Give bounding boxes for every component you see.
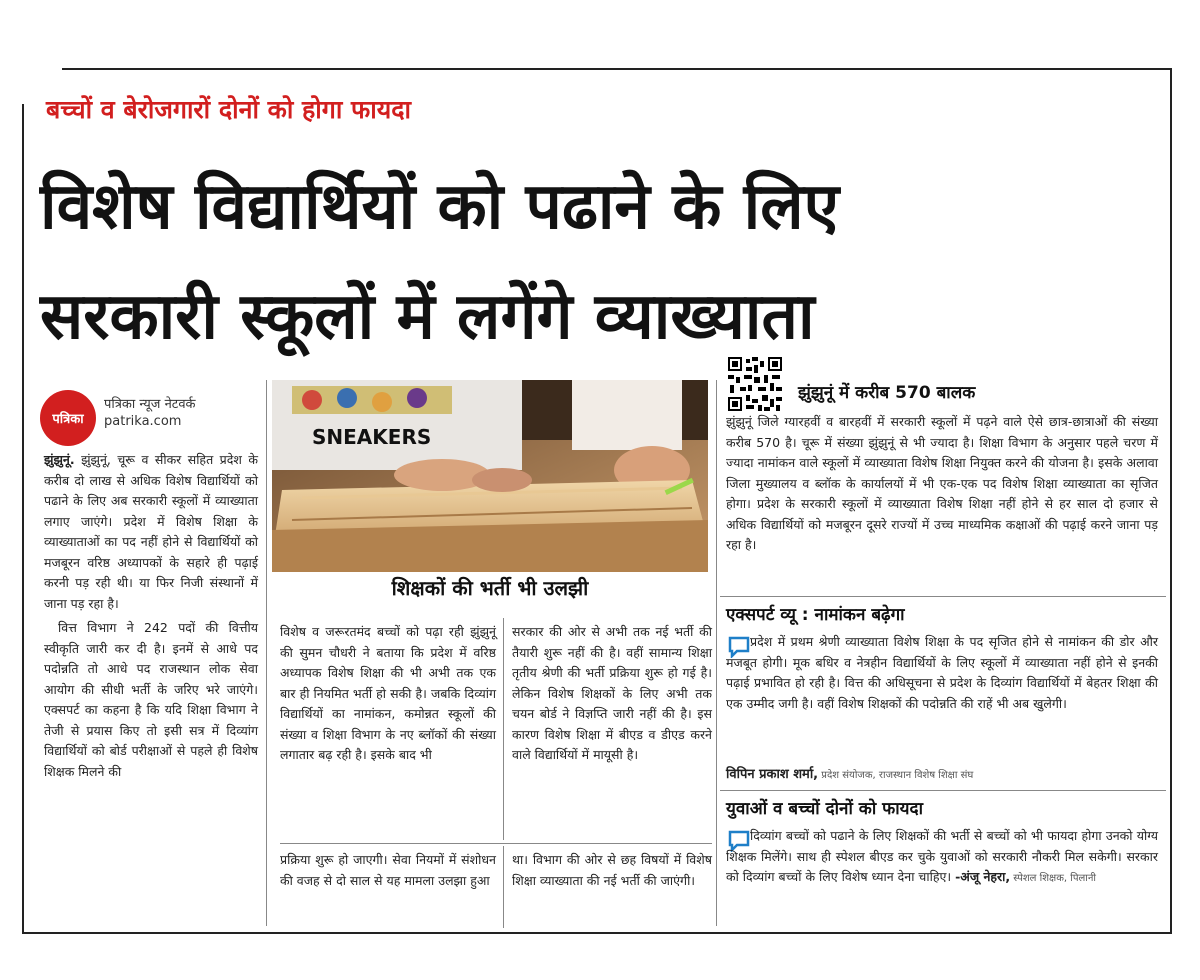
section-divider: [720, 790, 1166, 791]
section-divider: [720, 596, 1166, 597]
youth-benefit-attribution-name: -अंजू नेहरा,: [955, 869, 1011, 884]
photo-illustration: [272, 380, 708, 572]
qr-code-icon: [726, 355, 784, 413]
youth-benefit-body: दिव्यांग बच्चों को पढाने के लिए शिक्षकों की भर्ती से बच्चों को भी फायदा होगा उनको योग्य शिक्षक मिलेंगे। साथ ही स्पेशल बीएड कर चुके युवाओं को सरकारी नौकरी मिल सकेगी। सरकार को दिव्यांग बच्चों के लिए विशेष ध्यान देना चाहिए।: [726, 828, 1158, 884]
expert-signature: [726, 764, 973, 782]
section-heading-youth-benefit: युवाओं व बच्चों दोनों को फायदा: [726, 799, 923, 819]
section-text-jhunjhunu: झुंझुनूं जिले ग्यारहवीं व बारहवीं में सरकारी स्कूलों में पढ़ने वाले ऐसे छात्र-छात्राओं की संख्या करीब 570 है। चूरू में संख्या झुंझुनूं से भी ज्यादा है। शिक्षा विभाग के अनुसार पहले चरण में ज्यादा नामांकन वाले स्कूलों में व्याख्याता विशेष शिक्षा नियुक्त करने की योजना है। इसके अलावा जिला मुख्यालय व ब्लॉक के कार्यालयों में भी एक-एक पद विशेष शिक्षा व्याख्याता का सृजित होगा। प्रदेश के सरकारी स्कूलों में व्याख्याता विशेष शिक्षा नहीं होने से हर साल दो हजार से अधिक विद्यार्थियों को मजबूरन दूसरे राज्यों में उच्च माध्यमिक कक्षाओं की पढ़ाई करने जाना पड़ रहा है।: [726, 414, 1158, 552]
frame-left-rule: [22, 104, 24, 934]
column-middle-left-bottom: प्रक्रिया शुरू हो जाएगी। सेवा नियमों में संशोधन की वजह से दो साल से यह मामला उलझा हुआ: [280, 852, 496, 888]
column-left: [44, 450, 258, 786]
frame-top-rule: [62, 68, 1172, 70]
youth-benefit-attribution-role: स्पेशल शिक्षक, पिलानी: [1010, 873, 1097, 884]
frame-right-rule: [1170, 68, 1172, 934]
section-heading-jhunjhunu: झुंझुनूं में करीब 570 बालक: [798, 383, 976, 403]
headline-line-1: विशेष विद्यार्थियों को पढाने के लिए: [40, 170, 840, 244]
column-middle-left: विशेष व जरूरतमंद बच्चों को पढ़ा रही झुंझुनूं की सुमन चौधरी ने बताया कि प्रदेश में वरिष्ठ अध्यापक विशेष शिक्षा की भी अभी तक एक बार ही नियमित भर्ती हो सकी है। जबकि दिव्यांग विद्यार्थियों का नामांकन, कमोन्नत स्कूलों की संख्या व शिक्षा विभाग के नए ब्लॉकों की संख्या लगातार बढ़ रही है। इसके बाद भी: [280, 624, 496, 762]
section-text-expert-view: प्रदेश में प्रथम श्रेणी व्याख्याता विशेष शिक्षा के पद सृजित होने से नामांकन की डोर और मजबूत होगी। मूक बधिर व नेत्रहीन विद्यार्थियों के लिए स्कूलों में व्याख्याता नहीं होने से इनकी पढ़ाई प्रभावित हो रही है। वित्त की अधिसूचना से प्रदेश के दिव्यांग विद्यार्थियों में बेहतर शिक्षा की एक उम्मीद जगी है। वहीं विशेष शिक्षकों की पदोन्नति की राहें भी अब खुलेगी।: [726, 634, 1158, 711]
column-divider: [503, 846, 504, 928]
photo-caption: शिक्षकों की भर्ती भी उलझी: [391, 576, 589, 600]
column-divider: [716, 380, 717, 926]
column-divider: [266, 380, 267, 926]
headline-line-2: सरकारी स्कूलों में लगेंगे व्याख्याता: [40, 280, 815, 354]
dateline: झुंझुनूं.: [44, 452, 75, 467]
shirt-text: SNEAKERS: [312, 425, 432, 449]
kicker: बच्चों व बेरोजगारों दोनों को होगा फायदा: [46, 95, 412, 124]
section-text-youth-benefit: [726, 826, 1158, 890]
patrika-logo: पत्रिका: [40, 390, 96, 446]
byline-network: पत्रिका न्यूज नेटवर्क: [104, 397, 196, 412]
col1-paragraph-1: झुंझुनूं, चूरू व सीकर सहित प्रदेश के करीब दो लाख से अधिक विशेष विद्यार्थियों को पढाने के लिए अब सरकारी स्कूलों में व्याख्याता लगाए जाएंगे। प्रदेश में विशेष शिक्षा के व्याख्याताओं का पद नहीं होने से विद्यार्थियों को मजबूरन वरिष्ठ अध्यापकों के सहारे ही पढ़ाई करनी पड़ रही थी। या फिर निजी संस्थानों में जाना पड़ रहा है।: [44, 452, 258, 611]
byline-site: patrika.com: [104, 414, 182, 429]
column-middle-right: सरकार की ओर से अभी तक नई भर्ती की तैयारी शुरू नहीं की है। वहीं सामान्य शिक्षा तृतीय श्रेणी की भर्ती प्रक्रिया शुरू हो गई है। लेकिन विशेष शिक्षकों के लिए अभी तक चयन बोर्ड ने विज्ञप्ति जारी नहीं की है। इस कारण विशेष शिक्षा में बीएड व डीएड करने वाले विद्यार्थियों में मायूसी है।: [512, 624, 712, 762]
frame-bottom-rule: [22, 932, 1172, 934]
column-middle-right-bottom: था। विभाग की ओर से छह विषयों में विशेष शिक्षा व्याख्याता की नई भर्ती की जाएंगी।: [512, 852, 712, 888]
column-divider: [503, 618, 504, 840]
expert-role: प्रदेश संयोजक, राजस्थान विशेष शिक्षा संघ: [818, 770, 974, 781]
section-divider: [280, 843, 712, 844]
col1-paragraph-2: वित्त विभाग ने 242 पदों की वित्तीय स्वीकृति जारी कर दी है। इनमें से आधे पद पदोन्नति तो आधे पद राजस्थान लोक सेवा आयोग की सीधी भर्ती के जरिए भरे जाएंगे। एक्सपर्ट का कहना है कि यदि शिक्षा विभाग ने तेजी से प्रयास किए तो इसी सत्र में दिव्यांग विद्यार्थियों को बोर्ड परीक्षाओं से पहले ही विशेष शिक्षक मिलने की: [44, 620, 258, 779]
section-heading-expert-view: एक्सपर्ट व्यू : नामांकन बढ़ेगा: [726, 605, 905, 625]
expert-name: विपिन प्रकाश शर्मा,: [726, 767, 819, 782]
article-photo: [272, 380, 708, 572]
